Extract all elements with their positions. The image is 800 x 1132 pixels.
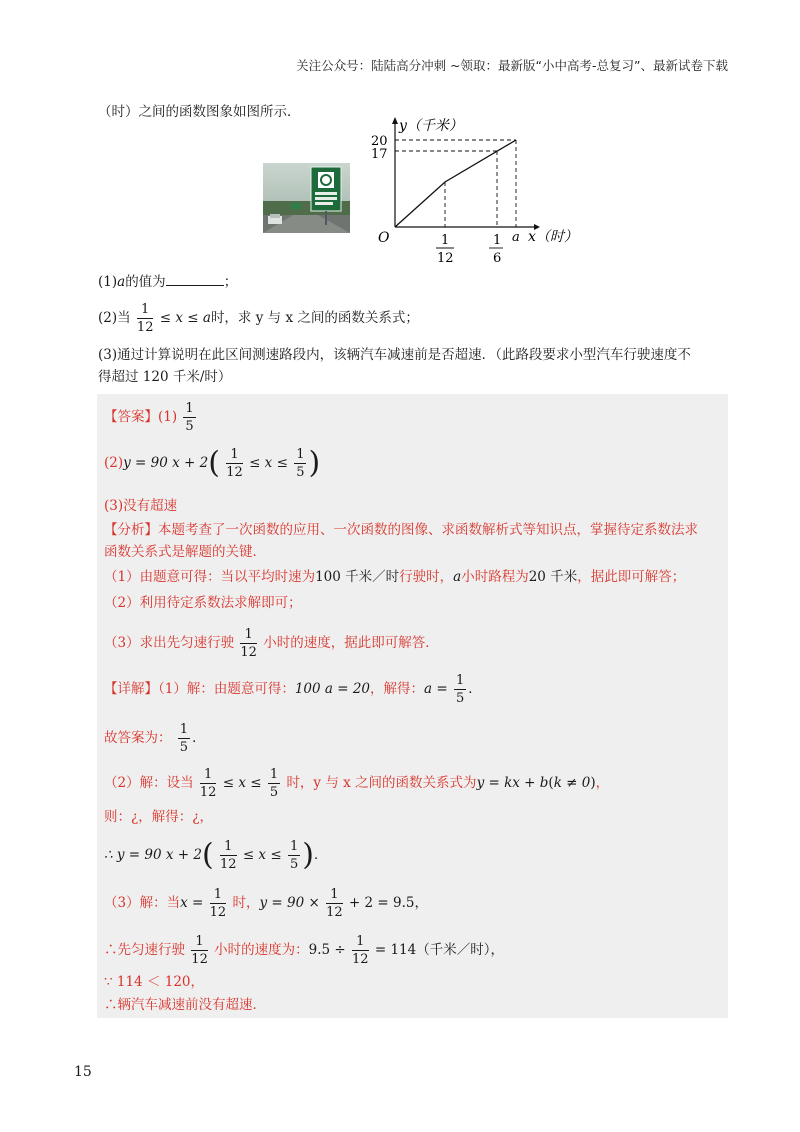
origin-label: O xyxy=(378,230,390,246)
answer-blank xyxy=(166,273,224,286)
detail-2-then: 则：¿，解得：¿， xyxy=(104,809,213,825)
answer-panel xyxy=(97,394,728,1018)
x-frac2-num: 1 xyxy=(493,233,502,248)
detail-5: ∵ 114 ＜ 120， xyxy=(104,974,204,990)
y-tick-17: 17 xyxy=(371,147,388,162)
question-1: (1)a的值为 ； xyxy=(98,274,238,290)
x-axis-label: x（时） xyxy=(528,229,578,245)
page-number: 15 xyxy=(74,1064,92,1080)
detail-6: ∴辆汽车减速前没有超速． xyxy=(104,997,266,1013)
analysis-line2: 函数关系式是解题的关键． xyxy=(104,544,266,560)
detail-2-result: ∴ y = 90 x + 2( $\frac{1}{12}$ ≤ x ≤ $\frac{1}{5}$ )． xyxy=(104,837,328,873)
y-axis-label: y（千米） xyxy=(399,118,463,134)
detail-2: （2）解：设当 $\frac{1}{12}$ ≤ x ≤ $\frac{1}{5}$ 时，y 与 x 之间的函数关系式为y = kx + b(k ≠ 0)， xyxy=(104,767,610,800)
question-3-line1: (3)通过计算说明在此区间测速路段内，该辆汽车减速前是否超速．（此路段要求小型汽车行驶速度不 xyxy=(98,347,691,363)
analysis-step3: （3）求出先匀速行驶 $\frac{1}{12}$ 小时的速度，据此即可解答． xyxy=(104,627,439,660)
question-2: (2)当 $\frac{1}{12}$ ≤ x ≤ a时，求 y 与 x 之间的函数关系式； xyxy=(98,302,419,335)
page-header: 关注公众号：陆陆高分冲刺 ~领取：最新版“小中高考-总复习”、最新试卷下载 xyxy=(296,58,728,73)
intro-text: （时）之间的函数图象如图所示． xyxy=(98,104,301,120)
detail-1-answer: 故答案为： $\frac{1}{5}$ ． xyxy=(104,722,206,755)
analysis-line1: 【分析】本题考查了一次函数的应用、一次函数的图像、求函数解析式等知识点，掌握待定系数法求 xyxy=(104,522,698,538)
x-frac1-num: 1 xyxy=(441,233,450,248)
analysis-step2: （2）利用待定系数法求解即可； xyxy=(104,595,302,611)
answer-1: 【答案】(1) $\frac{1}{5}$ xyxy=(104,401,194,434)
x-tick-a: a xyxy=(512,230,520,245)
detail-4: ∴先匀速行驶 $\frac{1}{12}$ 小时的速度为：9.5 ÷ $\frac{1}{12}$ = 114（千米／时）， xyxy=(104,934,504,967)
x-frac2-den: 6 xyxy=(493,251,502,266)
analysis-step1: （1）由题意可得：当以平均时速为100 千米／时行驶时，a小时路程为20 千米，据此即可解答； xyxy=(104,569,686,585)
distance-time-graph xyxy=(368,112,578,271)
detail-1: 【详解】（1）解：由题意可得：100 a = 20，解得：a = $\frac{1}{5}$ ． xyxy=(104,673,482,706)
detail-3: （3）解：当x = $\frac{1}{12}$ 时，y = 90 × $\frac{1}{12}$ + 2 = 9.5， xyxy=(104,887,428,920)
y-tick-20: 20 xyxy=(371,134,388,149)
speed-camera-photo xyxy=(263,163,350,233)
function-line xyxy=(395,140,516,227)
answer-3: (3)没有超速 xyxy=(104,498,178,514)
answer-2: (2)y = 90 x + 2( $\frac{1}{12}$ ≤ x ≤ $\frac{1}{5}$ ) xyxy=(104,445,321,481)
question-3-line2: 得超过 120 千米/时） xyxy=(98,369,232,385)
x-frac1-den: 12 xyxy=(437,251,454,266)
y-axis-arrow xyxy=(392,117,398,124)
